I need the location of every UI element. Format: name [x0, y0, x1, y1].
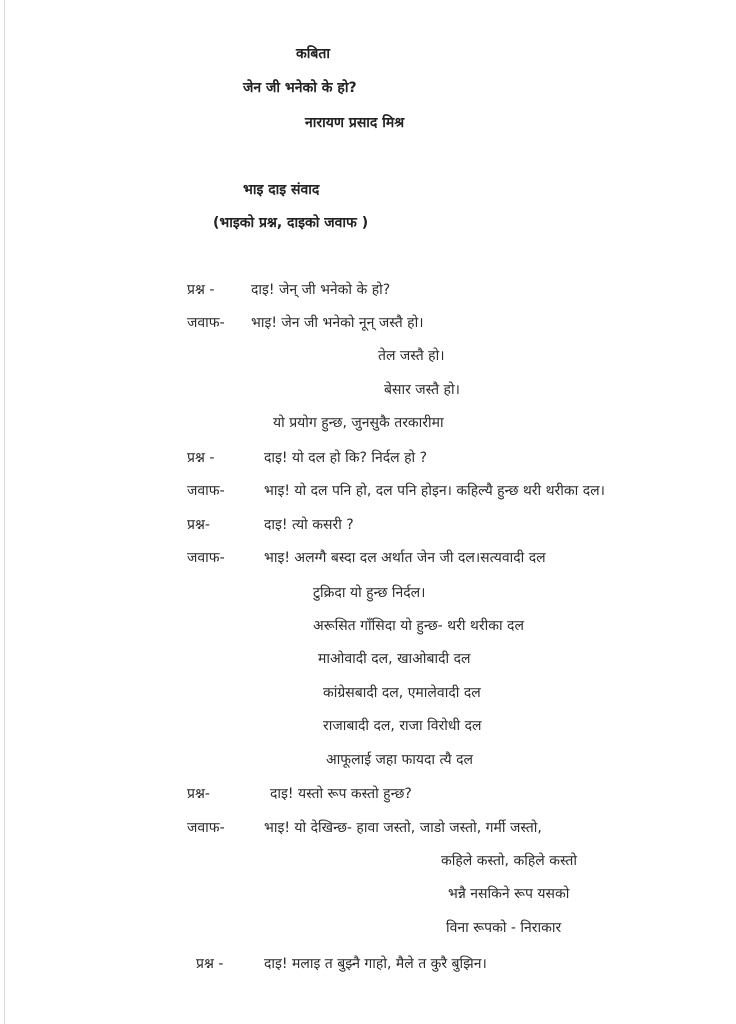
- answer-line: कहिले कस्तो, कहिले कस्तो: [441, 853, 578, 869]
- page-edge-line: [4, 0, 5, 1024]
- answer-text: भाइ! यो देखिन्छ- हावा जस्तो, जाडो जस्तो, गर्मी जस्तो,: [264, 820, 542, 836]
- answer-line: टुक्रिदा यो हुन्छ निर्दल।: [313, 585, 426, 601]
- answer-line: माओवादी दल, खाओबादी दल: [318, 651, 471, 667]
- question-text: दाइ! मलाइ त बुझ्नै गाहो, मैले त कुरै बुझिन।: [264, 956, 487, 972]
- question-label: प्रश्न -: [187, 282, 215, 298]
- question-label: प्रश्न-: [187, 517, 210, 533]
- section-title: भाइ दाइ संवाद: [243, 182, 320, 198]
- poem-author: नारायण प्रसाद मिश्र: [305, 115, 405, 131]
- question-label: प्रश्न -: [187, 450, 215, 466]
- answer-label: जवाफ-: [187, 550, 225, 566]
- answer-text: भाइ! जेन जी भनेको नून् जस्तै हो।: [251, 315, 424, 331]
- answer-line: बेसार जस्तै हो।: [384, 382, 460, 398]
- question-text: दाइ! यस्तो रूप कस्तो हुन्छ?: [270, 786, 412, 802]
- answer-line: भन्नै नसकिने रूप यसको: [448, 886, 570, 902]
- answer-label: जवाफ-: [187, 483, 225, 499]
- answer-text: भाइ! यो दल पनि हो, दल पनि होइन। कहिल्यै हुन्छ थरी थरीका दल।: [264, 483, 605, 499]
- answer-line: आफूलाई जहा फायदा त्यै दल: [326, 752, 474, 768]
- question-text: दाइ! यो दल हो कि? निर्दल हो ?: [264, 450, 428, 466]
- answer-line: अरूसित गाँसिदा यो हुन्छ- थरी थरीका दल: [313, 618, 524, 634]
- answer-label: जवाफ-: [187, 315, 225, 331]
- answer-line: कांग्रेसबादी दल, एमालेवादी दल: [323, 685, 481, 701]
- answer-line: तेल जस्तै हो।: [378, 348, 445, 364]
- answer-line: विना रूपको - निराकार: [446, 920, 562, 936]
- question-text: दाइ! जेन् जी भनेको के हो?: [251, 282, 391, 298]
- section-subtitle: (भाइको प्रश्न, दाइको जवाफ ): [213, 215, 369, 231]
- poem-category: कबिता: [296, 46, 330, 62]
- answer-line: राजाबादी दल, राजा विरोधी दल: [323, 718, 482, 734]
- question-text: दाइ! त्यो कसरी ?: [264, 517, 354, 533]
- poem-title: जेन जी भनेको के हो?: [243, 80, 357, 96]
- answer-text: भाइ! अलग्गै बस्दा दल अर्थात जेन जी दल।सत्यवादी दल: [264, 550, 546, 566]
- question-label: प्रश्न-: [187, 786, 210, 802]
- answer-label: जवाफ-: [187, 820, 225, 836]
- question-label: प्रश्न -: [196, 956, 224, 972]
- answer-line: यो प्रयोग हुन्छ, जुनसुकै तरकारीमा: [273, 415, 444, 431]
